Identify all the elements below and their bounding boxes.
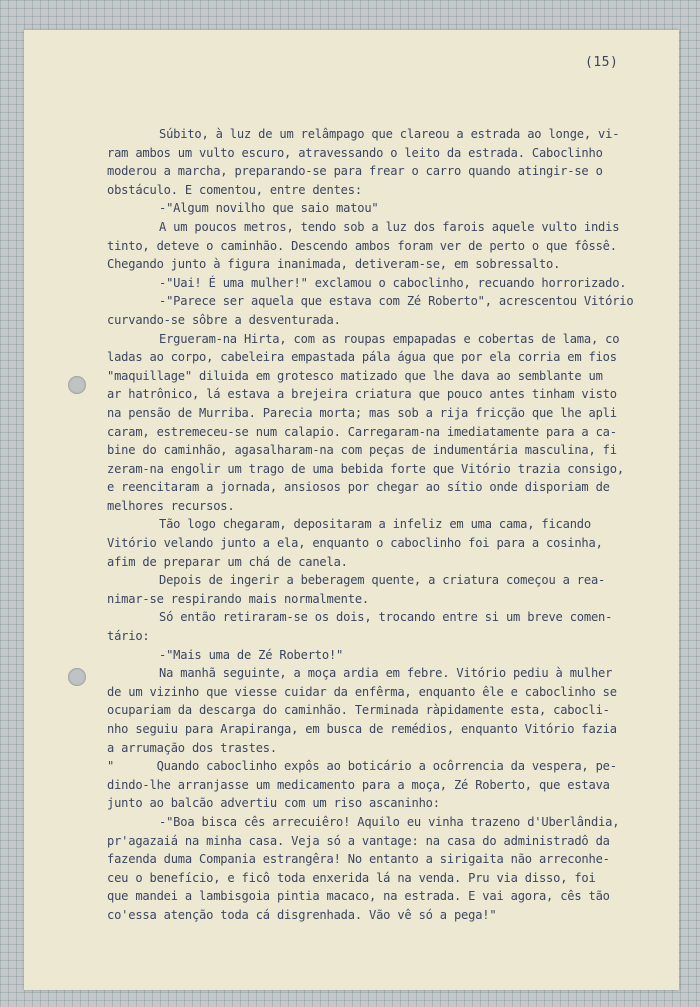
text-line: afim de preparar um chá de canela. [107, 554, 348, 569]
punch-hole [68, 376, 86, 394]
text-line: Depois de ingerir a beberagem quente, a criatura começou a rea- [159, 573, 606, 588]
text-line: e reencitaram a jornada, ansiosos por chegar ao sítio onde disporiam de [107, 480, 610, 495]
page-number: (15) [585, 55, 619, 70]
text-line: -"Parece ser aquela que estava com Zé Roberto", acrescentou Vitório [159, 294, 634, 309]
text-line: de um vizinho que viesse cuidar da enfêrma, enquanto êle e caboclinho se [107, 684, 617, 699]
text-line: -"Boa bisca cês arrecuiêro! Aquilo eu vinha trazeno d'Uberlândia, [159, 814, 620, 829]
punch-hole [68, 668, 86, 686]
text-line: ladas ao corpo, cabeleira empastada pála água que por ela corria em fios [107, 350, 617, 365]
text-line: -"Mais uma de Zé Roberto!" [159, 647, 344, 662]
text-line: zeram-na engolir um trago de uma bebida forte que Vitório trazia consigo, [107, 461, 624, 476]
text-line: fazenda duma Compania estrangêra! No entanto a sirigaita não arreconhe- [107, 852, 610, 867]
text-line: moderou a marcha, preparando-se para frear o carro quando atingir-se o [107, 164, 603, 179]
text-line: Na manhã seguinte, a moça ardia em febre. Vitório pediu à mulher [159, 666, 613, 681]
text-line: A um poucos metros, tendo sob a luz dos farois aquele vulto indis [159, 219, 620, 234]
text-line: obstáculo. E comentou, entre dentes: [107, 182, 362, 197]
text-line: Chegando junto à figura inanimada, detiveram-se, em sobressalto. [107, 257, 561, 272]
text-line: "maquillage" diluida em grotesco matizado que lhe dava ao semblante um [107, 368, 603, 383]
text-line: caram, estremeceu-se num calapio. Carregaram-na imediatamente para a ca- [107, 424, 617, 439]
text-line: que mandei a lambisgoia pintia macaco, na estrada. E vai agora, cês tão [107, 889, 610, 904]
text-line: nho seguiu para Arapiranga, em busca de remédios, enquanto Vitório fazia [107, 722, 617, 736]
text-line: tinto, deteve o caminhão. Descendo ambos foram ver de perto o que fôssê. [107, 238, 617, 253]
text-line: tário: [107, 629, 150, 644]
text-line: junto ao balcão advertiu com um riso ascaninho: [107, 796, 440, 811]
text-line: ceu o benefício, e ficô toda enxerida lá na venda. Pru via disso, foi [107, 870, 596, 885]
text-line: Vitório velando junto a ela, enquanto o caboclinho foi para a cosinha, [107, 536, 603, 551]
text-line: melhores recursos. [107, 498, 235, 513]
text-line: Ergueram-na Hirta, com as roupas empapadas e cobertas de lama, co [159, 331, 620, 346]
text-line: Só então retiraram-se os dois, trocando entre si um breve comen- [159, 610, 613, 625]
text-line: -"Algum novilho que saio matou" [159, 201, 379, 216]
text-line: bine do caminhão, agasalharam-na com peças de indumentária masculina, fi [107, 443, 617, 458]
text-line: pr'agazaiá na minha casa. Veja só a vantage: na casa do administradô da [107, 833, 610, 848]
text-line: -"Uai! É uma mulher!" exclamou o caboclinho, recuando horrorizado. [159, 275, 627, 290]
text-line: ocupariam da descarga do caminhão. Terminada ràpidamente esta, cabocli- [107, 703, 610, 718]
text-line: Súbito, à luz de um relâmpago que clareou a estrada ao longe, vi- [159, 127, 620, 141]
text-line: " Quando caboclinho expôs ao boticário a ocôrrencia da vespera, pe- [107, 759, 617, 774]
text-line: Tão logo chegaram, depositaram a infeliz em uma cama, ficando [159, 517, 591, 532]
text-line: dindo-lhe arranjasse um medicamento para a moça, Zé Roberto, que estava [107, 777, 610, 792]
text-line: ar hatrônico, lá estava a brejeira criatura que pouco antes tinham visto [107, 387, 617, 402]
text-line: a arrumação dos trastes. [107, 740, 277, 755]
text-line: curvando-se sôbre a desventurada. [107, 312, 341, 327]
text-line: nimar-se respirando mais normalmente. [107, 591, 369, 606]
text-line: ram ambos um vulto escuro, atravessando o leito da estrada. Caboclinho [107, 145, 603, 160]
text-line: na pensão de Murriba. Parecia morta; mas sob a rija fricção que lhe apli [107, 405, 617, 420]
typewritten-text [107, 125, 667, 925]
text-line: co'essa atenção toda cá disgrenhada. Vão vê só a pega!" [107, 907, 497, 922]
